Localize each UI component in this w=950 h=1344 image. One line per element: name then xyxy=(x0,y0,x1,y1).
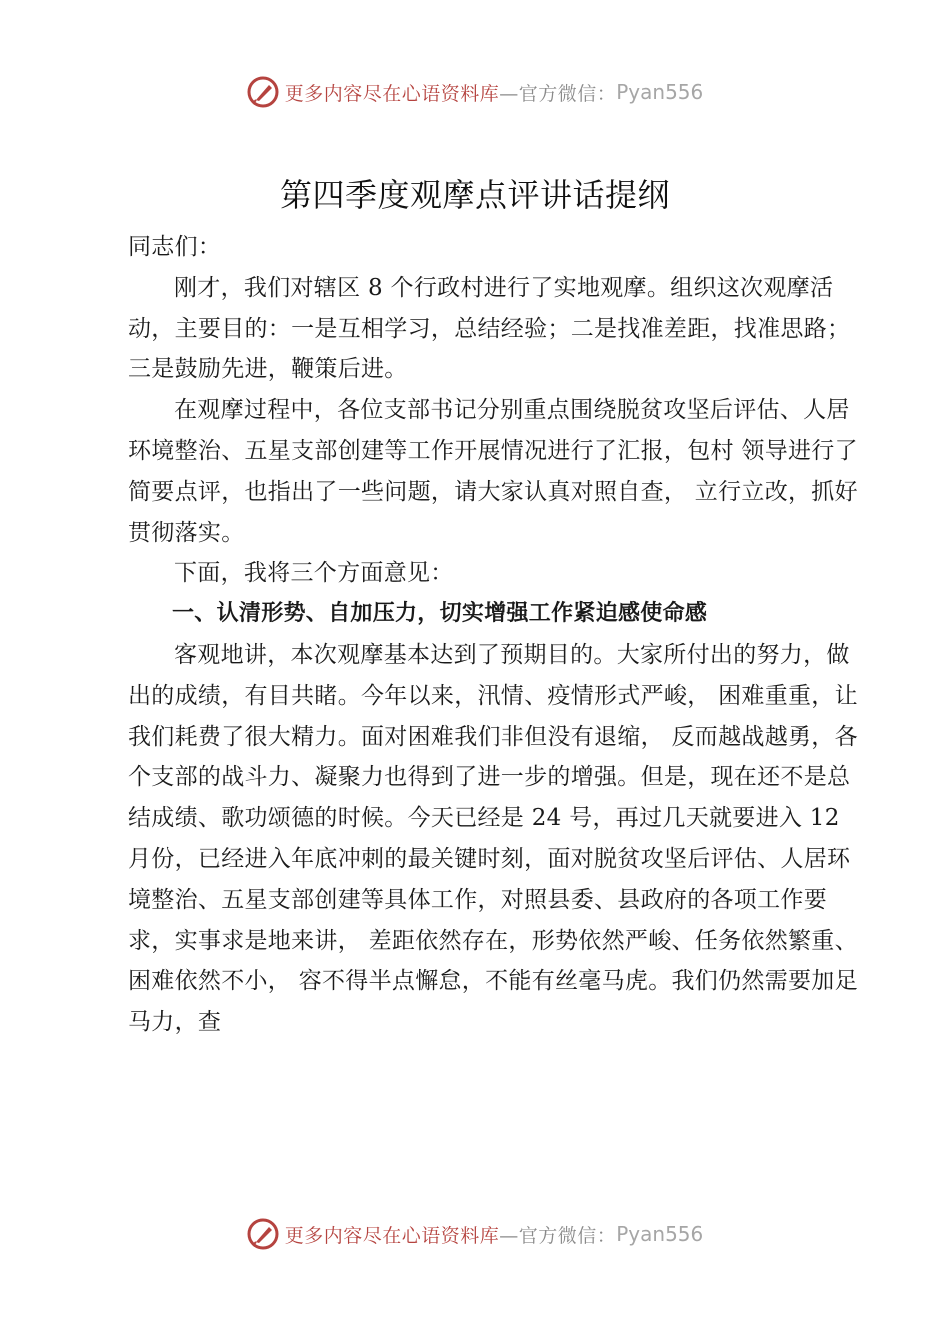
section-heading: 一、认清形势、自加压力，切实增强工作紧迫感使命感 xyxy=(172,601,708,627)
footer-banner xyxy=(0,1214,950,1254)
banner-lead-text: 更多内容尽在心语资料库 xyxy=(284,1224,500,1247)
document-title: 第四季度观摩点评讲话提纲 xyxy=(279,176,670,214)
quill-pen-logo-icon xyxy=(247,76,279,108)
header-banner xyxy=(0,72,950,112)
body-paragraph: 在观摩过程中，各位支部书记分别重点围绕脱贫攻坚后评估、人居环境整治、五星支部创建等工作开展情况进行了汇报，包村 领导进行了简要点评，也指出了一些问题，请大家认真对照自查， 立行立改，抓好贯彻落实。 xyxy=(128,397,858,546)
body-paragraph: 客观地讲，本次观摩基本达到了预期目的。大家所付出的努力，做出的成绩，有目共睹。今年以来，汛情、疫情形式严峻， 困难重重，让我们耗费了很大精力。面对困难我们非但没有退缩， 反而越战越勇，各个支部的战斗力、凝聚力也得到了进一步的增强。但是，现在还不是总结成绩、歌功颂德的时候。今天已经是 24 号，再过几天就要进入 12 月份，已经进入年底冲刺的最关键时刻，面对脱贫攻坚后评估、人居环境整治、五星支部创建等具体工作，对照县委、县政府的各项工作要求，实事求是地来讲， 差距依然存在，形势依然严峻、任务依然繁重、困难依然不小， 容不得半点懈怠，不能有丝毫马虎。我们仍然需要加足马力，查 xyxy=(128,641,858,1036)
salutation: 同志们： xyxy=(128,234,222,260)
banner-lead-text: 更多内容尽在心语资料库 xyxy=(284,82,500,105)
banner-wechat-id: Pyan556 xyxy=(616,80,704,104)
banner-wechat-id: Pyan556 xyxy=(616,1222,704,1246)
banner-wechat-label: —官方微信： xyxy=(499,1224,617,1247)
quill-pen-logo-icon xyxy=(247,1218,279,1250)
document-body xyxy=(128,227,863,1043)
banner-wechat-label: —官方微信： xyxy=(499,82,617,105)
body-paragraph: 下面，我将三个方面意见： xyxy=(174,560,454,587)
body-paragraph: 刚才，我们对辖区 8 个行政村进行了实地观摩。组织这次观摩活动，主要目的：一是互相学习，总结经验；二是找准差距，找准思路；三是鼓励先进，鞭策后进。 xyxy=(128,274,851,383)
